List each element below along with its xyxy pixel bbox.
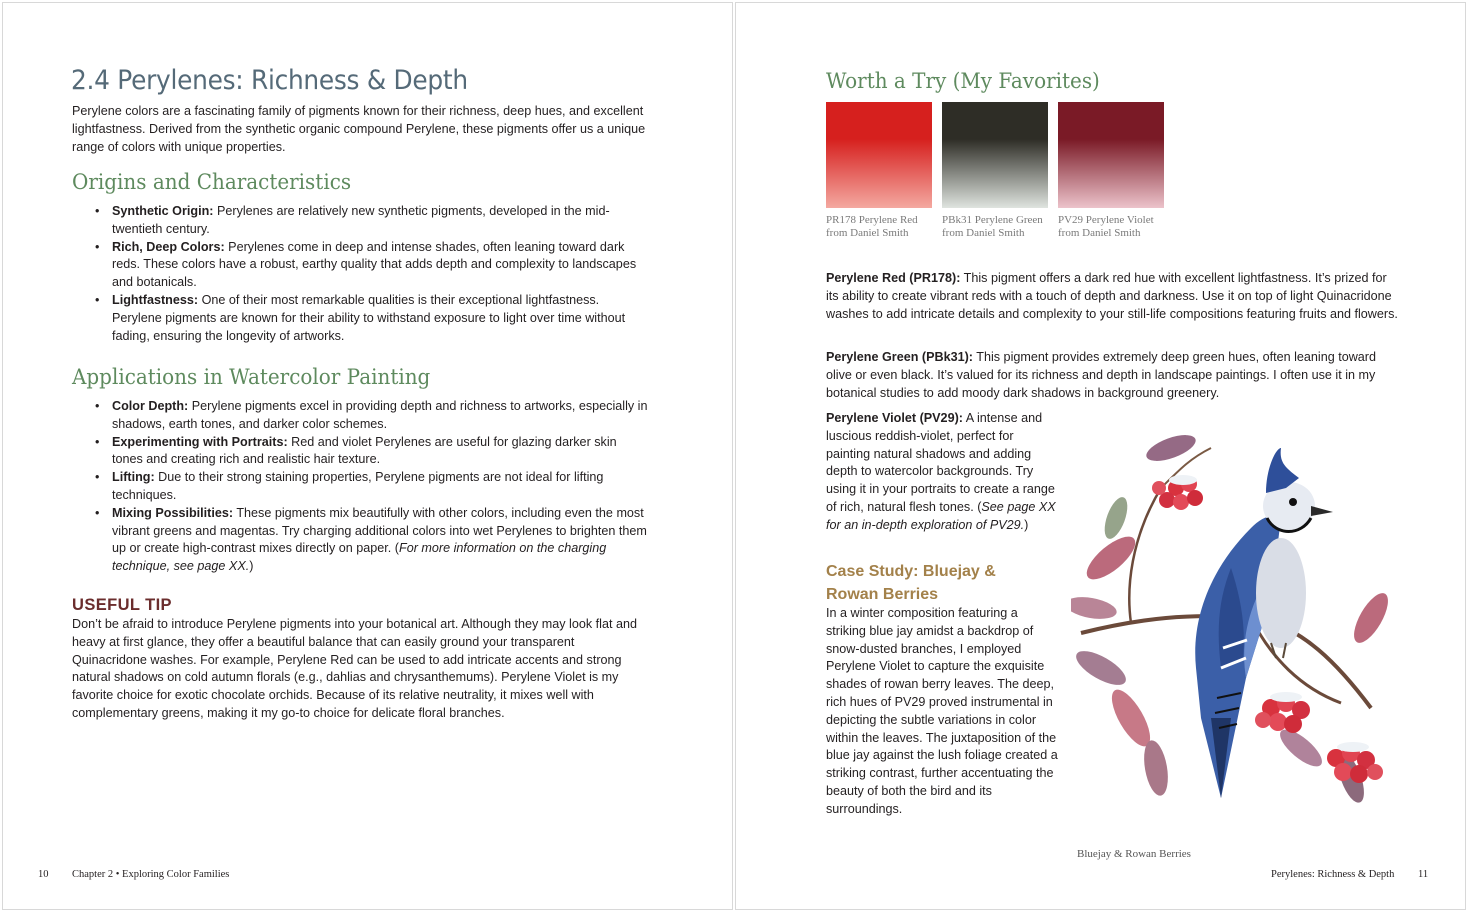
- perylene-green-paragraph: [826, 349, 1398, 402]
- list-item-text: Perylene pigments excel in providing depth and richness to artworks, especially in shadows, earth tones, and darker color schemes.: [112, 399, 648, 431]
- left-page: [2, 2, 733, 910]
- list-item-text: Red and violet Perylenes are useful for glazing darker skin tones and creating rich and realistic hair texture.: [112, 434, 617, 467]
- tip-heading: USEFUL TIP: [72, 596, 172, 614]
- list-item-term: Color Depth:: [112, 399, 189, 413]
- list-item-tail: ): [249, 559, 254, 574]
- bullet-icon: •: [95, 239, 100, 254]
- list-item: [72, 398, 650, 434]
- bullet-icon: •: [95, 434, 100, 449]
- swatch-caption: PV29 Perylene Violet from Daniel Smith: [1058, 214, 1154, 239]
- list-item-term: Synthetic Origin:: [112, 204, 214, 218]
- bullet-icon: •: [95, 292, 100, 307]
- swatch-perylene-green: [942, 102, 1048, 208]
- term-tail: ): [1024, 517, 1029, 532]
- list-item-term: Lightfastness:: [112, 292, 199, 307]
- list-item: [72, 469, 650, 505]
- tip-paragraph: Don’t be afraid to introduce Perylene pigments into your botanical art. Although they may look flat and heavy at first glance, they offer a beautiful balance that can easily ground your transparent Quinacridone washes. For example, Perylene Red can be used to add intricate accents and strong natural shadows on cold autumn florals (e.g., dahlias and chrysanthemums). Perylene Violet is my favorite choice for exotic chocolate orchids. Because of its relative neutrality, it mixes well with complementary greens, making it my go-to choice for delicate floral branches.: [72, 617, 637, 720]
- list-item: [72, 239, 650, 292]
- list-item: [72, 292, 650, 345]
- favorites-heading: Worth a Try (My Favorites): [826, 69, 1100, 93]
- list-item-term: Experimenting with Portraits:: [112, 434, 288, 449]
- applications-heading: Applications in Watercolor Painting: [72, 365, 431, 389]
- swatch-caption: PR178 Perylene Red from Daniel Smith: [826, 214, 918, 239]
- bluejay-illustration: [1071, 418, 1411, 843]
- origins-list: [72, 203, 650, 345]
- list-item: [72, 203, 650, 239]
- figure-caption: Bluejay & Rowan Berries: [1077, 848, 1191, 860]
- list-item-text: These pigments mix beautifully with other colors, including even the most vibrant greens and magentas. Try charging additional colors into wet Perylenes to brighten them up or create high-contrast mixes directly on paper. (: [112, 505, 647, 556]
- swatch-caption: PBk31 Perylene Green from Daniel Smith: [942, 214, 1043, 239]
- list-item-term: Lifting:: [112, 470, 155, 485]
- list-item-text: Perylenes come in deep and intense shades, often leaning toward dark reds. These colors have a robust, earthy quality that adds depth and complexity to landscapes and botanicals.: [112, 239, 637, 290]
- list-item-text: Due to their strong staining properties, Perylene pigments are not ideal for lifting techniques.: [112, 470, 604, 502]
- bullet-icon: •: [95, 204, 100, 218]
- list-item-text: Perylenes are relatively new synthetic pigments, developed in the mid-twentieth century.: [112, 204, 610, 236]
- term-label: Perylene Green (PBk31):: [826, 350, 973, 364]
- page-number: 10: [38, 869, 49, 880]
- page-number: 11: [1418, 869, 1429, 880]
- perylene-red-paragraph: [826, 270, 1398, 323]
- term-label: Perylene Red (PR178):: [826, 271, 961, 285]
- rowan-berry-cluster: [1152, 475, 1203, 510]
- term-text: This pigment offers a dark red hue with excellent lightfastness. It’s prized for its ability to create vibrant reds with a touch of depth and darkness. Use it on top of light Quinacridone washes to add intricate details and complexity to your still-life compositions featuring fruits and flowers.: [826, 271, 1398, 321]
- term-text: A intense and luscious reddish-violet, perfect for painting natural shadows and adding depth to watercolor backgrounds. Try using it in your portraits to create a range of rich, natural flesh tones. (: [826, 411, 1055, 514]
- case-study-heading: Case Study: Bluejay & Rowan Berries: [826, 563, 996, 603]
- applications-list: [72, 398, 650, 576]
- rowan-berry-cluster: [1255, 692, 1310, 733]
- intro-paragraph: Perylene colors are a fascinating family of pigments known for their richness, deep hues, and excellent lightfastness. Derived from the synthetic organic compound Perylene, these pigments offer us a unique range of colors with unique properties.: [72, 104, 646, 154]
- term-label: Perylene Violet (PV29):: [826, 411, 963, 425]
- running-footer: Chapter 2 • Exploring Color Families: [72, 869, 230, 880]
- list-item: [72, 505, 650, 576]
- list-item-italic: For more information on the charging technique, see page XX.: [112, 541, 607, 574]
- list-item-text: One of their most remarkable qualities is their exceptional lightfastness. Perylene pigments are known for their ability to withstand exposure to light over time without fading, ensuring the longevity of artworks.: [112, 292, 626, 343]
- perylene-violet-paragraph: [826, 410, 1058, 535]
- bullet-icon: •: [95, 399, 100, 413]
- rowan-berry-cluster: [1327, 742, 1383, 783]
- right-page: [735, 2, 1466, 910]
- running-footer: Perylenes: Richness & Depth: [1271, 869, 1395, 880]
- list-item-term: Rich, Deep Colors:: [112, 239, 225, 254]
- page-title: 2.4 Perylenes: Richness & Depth: [71, 65, 468, 96]
- swatch-perylene-violet: [1058, 102, 1164, 208]
- swatch-perylene-red: [826, 102, 932, 208]
- list-item-term: Mixing Possibilities:: [112, 505, 234, 520]
- list-item: [72, 434, 650, 470]
- term-text: This pigment provides extremely deep green hues, often leaning toward olive or even black. It’s valued for its richness and depth in landscape paintings. I often use it in my botanical studies to add moody dark shadows in background greenery.: [826, 350, 1377, 400]
- bullet-icon: •: [95, 505, 100, 520]
- origins-heading: Origins and Characteristics: [72, 170, 352, 194]
- bullet-icon: •: [95, 470, 100, 485]
- term-italic: See page XX for an in-depth exploration of PV29.: [826, 499, 1056, 532]
- case-study-paragraph: In a winter composition featuring a striking blue jay amidst a backdrop of snow-dusted branches, I employed Perylene Violet to capture the exquisite shades of rowan berry leaves. The deep, rich hues of PV29 proved instrumental in depicting the subtle variations in color within the leaves. The juxtaposition of the blue jay against the lush foliage created a striking contrast, further accentuating the beauty of both the bird and its surroundings.: [826, 606, 1058, 816]
